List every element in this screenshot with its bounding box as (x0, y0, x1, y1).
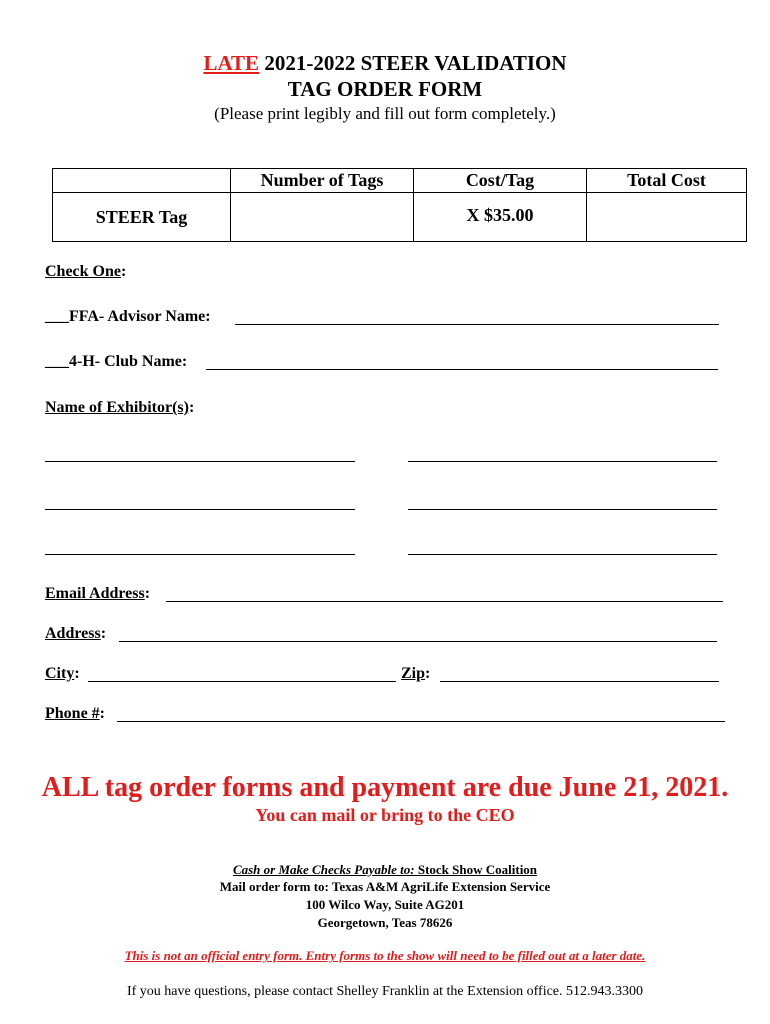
exhibitor-field-2[interactable] (408, 461, 717, 462)
late-label: LATE (203, 51, 260, 75)
form-title (0, 51, 770, 75)
phone-field[interactable] (117, 721, 725, 722)
email-field[interactable] (166, 601, 723, 602)
email-label: Email Address: (45, 585, 151, 602)
exhibitor-field-4[interactable] (408, 509, 717, 510)
exhibitor-field-1[interactable] (45, 461, 355, 462)
title-text: 2021-2022 STEER VALIDATION (259, 51, 567, 75)
number-of-tags-cell[interactable] (231, 193, 414, 242)
total-cost-cell[interactable] (587, 193, 747, 242)
city-field[interactable] (88, 681, 396, 682)
exhibitor-field-5[interactable] (45, 554, 355, 555)
tag-order-table (52, 168, 747, 242)
cost-per-tag-value: X $35.00 (414, 193, 587, 242)
payable-line (0, 861, 770, 879)
city-state-line: Georgetown, Teas 78626 (317, 915, 453, 930)
exhibitors-label: Name of Exhibitor(s): (45, 399, 195, 416)
club-name-field[interactable] (206, 369, 718, 370)
due-date-notice: ALL tag order forms and payment are due June 21, 2021. (41, 772, 729, 803)
col-number-of-tags: Number of Tags (231, 169, 414, 193)
form-subtitle: (Please print legibly and fill out form completely.) (214, 104, 556, 123)
address-label: Address: (45, 625, 107, 642)
exhibitor-field-6[interactable] (408, 554, 717, 555)
disclaimer: This is not an official entry form. Entry forms to the show will need to be filled out at a later date. (124, 948, 646, 963)
contact-info: If you have questions, please contact Shelley Franklin at the Extension office. 512.943.3300 (126, 984, 644, 999)
mail-to-line: Mail order form to: Texas A&M AgriLife Extension Service (219, 879, 551, 894)
form-title-line2: TAG ORDER FORM (287, 77, 483, 101)
col-total-cost: Total Cost (587, 169, 747, 193)
ffa-advisor-label: ___FFA- Advisor Name: (45, 308, 211, 325)
table-header-empty (53, 169, 231, 193)
city-label: City: (45, 665, 80, 682)
payable-to: Stock Show Coalition (414, 862, 538, 877)
exhibitor-field-3[interactable] (45, 509, 355, 510)
payable-label: Cash or Make Checks Payable to: (232, 862, 415, 877)
check-one-label: Check One: (45, 263, 127, 280)
phone-label: Phone #: (45, 705, 105, 722)
address-field[interactable] (119, 641, 717, 642)
steer-tag-row-label: STEER Tag (53, 193, 231, 242)
col-cost-per-tag: Cost/Tag (414, 169, 587, 193)
street-line: 100 Wilco Way, Suite AG201 (305, 897, 465, 912)
zip-field[interactable] (440, 681, 719, 682)
zip-label: Zip: (401, 665, 431, 682)
club-name-label: ___4-H- Club Name: (45, 353, 188, 370)
ffa-advisor-field[interactable] (235, 324, 719, 325)
mail-notice: You can mail or bring to the CEO (255, 805, 515, 825)
